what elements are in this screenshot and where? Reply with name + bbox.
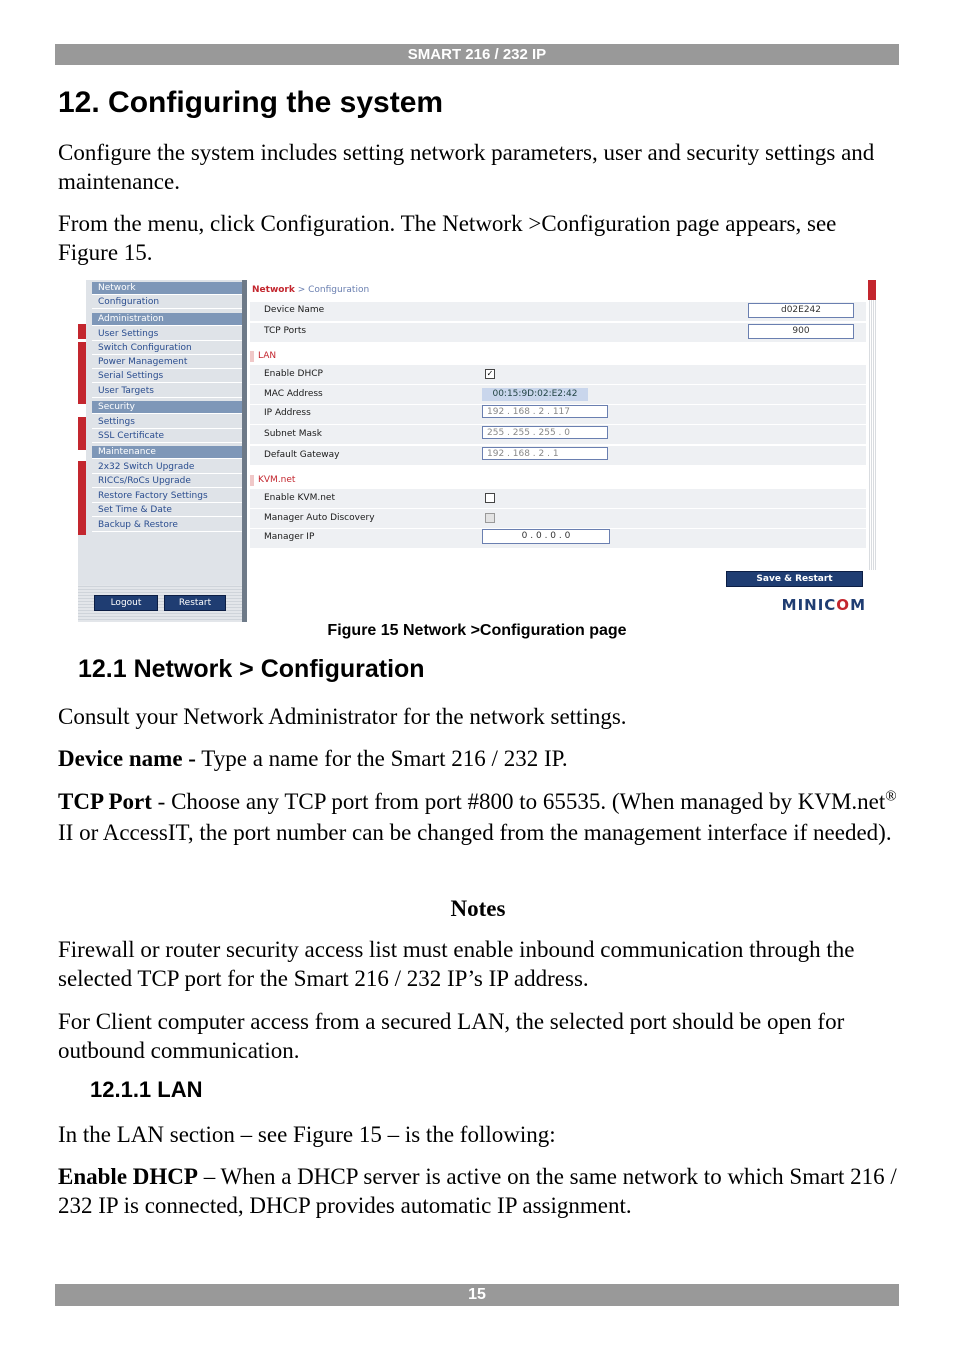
manager-ip-field[interactable]: 0 . 0 . 0 . 0 bbox=[482, 529, 610, 544]
tcp-port-paragraph: TCP Port - Choose any TCP port from port #800 to 65535. (When managed by KVM.net® II or AccessIT, the port number can be changed from the management interface if needed). bbox=[58, 788, 897, 845]
section-heading: 12. Configuring the system bbox=[58, 86, 444, 119]
ip-address-field[interactable]: 192 . 168 . 2 . 117 bbox=[482, 405, 608, 418]
enable-dhcp-checkbox[interactable]: ✓ bbox=[486, 369, 494, 378]
sidebar-item-user-targets[interactable]: User Targets bbox=[92, 385, 242, 398]
sidebar-marker bbox=[78, 417, 86, 450]
dhcp-term: Enable DHCP bbox=[58, 1164, 198, 1189]
notes-title: Notes bbox=[450, 896, 506, 921]
sidebar-item-user-settings[interactable]: User Settings bbox=[92, 328, 242, 341]
logout-button[interactable]: Logout bbox=[94, 595, 158, 611]
subsubsection-heading: 12.1.1 LAN bbox=[90, 1077, 203, 1102]
sidebar-item-power-management[interactable]: Power Management bbox=[92, 356, 242, 369]
device-name-paragraph: Device name - Type a name for the Smart 216 / 232 IP. bbox=[58, 746, 568, 771]
sidebar bbox=[78, 280, 244, 622]
sidebar-item-restore-factory[interactable]: Restore Factory Settings bbox=[92, 490, 242, 503]
tcp-ports-field[interactable]: 900 bbox=[748, 324, 854, 339]
breadcrumb bbox=[252, 285, 369, 295]
kvm-section-title: KVM.net bbox=[258, 475, 296, 485]
sidebar-item-serial-settings[interactable]: Serial Settings bbox=[92, 370, 242, 383]
form-row bbox=[250, 365, 866, 384]
restart-button[interactable]: Restart bbox=[164, 595, 226, 611]
enable-dhcp-label: Enable DHCP bbox=[264, 369, 323, 379]
dhcp-paragraph: Enable DHCP – When a DHCP server is active on the same network to which Smart 216 / 232 IP is connected, DHCP provides automatic IP assignment. bbox=[58, 1164, 897, 1218]
tcp-port-term: TCP Port bbox=[58, 789, 152, 814]
subnet-mask-label: Subnet Mask bbox=[264, 429, 322, 439]
ip-address-label: IP Address bbox=[264, 408, 311, 418]
mac-address-value: 00:15:9D:02:E2:42 bbox=[482, 388, 588, 401]
breadcrumb-section[interactable]: Network bbox=[252, 285, 295, 295]
sidebar-item-riccs-upgrade[interactable]: RICCs/RoCs Upgrade bbox=[92, 475, 242, 488]
sidebar-item-backup-restore[interactable]: Backup & Restore bbox=[92, 519, 242, 532]
breadcrumb-page: Configuration bbox=[308, 285, 370, 295]
sidebar-item-switch-configuration[interactable]: Switch Configuration bbox=[92, 342, 242, 355]
form-row bbox=[250, 489, 866, 508]
sidebar-heading-administration: Administration bbox=[92, 313, 242, 326]
figure-caption: Figure 15 Network >Configuration page bbox=[327, 622, 627, 639]
manager-discovery-checkbox[interactable] bbox=[485, 513, 495, 523]
tcp-ports-label: TCP Ports bbox=[264, 326, 307, 336]
sidebar-divider bbox=[242, 280, 247, 622]
subsection-heading: 12.1 Network > Configuration bbox=[78, 655, 425, 683]
device-name-field[interactable]: d02E242 bbox=[748, 303, 854, 318]
save-restart-button[interactable]: Save & Restart bbox=[726, 571, 863, 587]
page-header: SMART 216 / 232 IP bbox=[55, 44, 899, 65]
figure-screenshot bbox=[78, 280, 876, 622]
manager-ip-label: Manager IP bbox=[264, 532, 315, 542]
scrollbar[interactable] bbox=[868, 280, 876, 570]
subnet-mask-field[interactable]: 255 . 255 . 255 . 0 bbox=[482, 426, 608, 439]
lan-section-title: LAN bbox=[258, 351, 277, 361]
sidebar-item-settings[interactable]: Settings bbox=[92, 416, 242, 429]
page-footer: 15 bbox=[55, 1284, 899, 1306]
panel-footer bbox=[250, 592, 870, 622]
config-panel bbox=[250, 280, 870, 622]
consult-paragraph: Consult your Network Administrator for the network settings. bbox=[58, 704, 627, 729]
sidebar-marker bbox=[78, 342, 86, 404]
device-name-term: Device name - bbox=[58, 746, 196, 771]
enable-kvm-checkbox[interactable] bbox=[485, 493, 495, 503]
device-name-label: Device Name bbox=[264, 305, 325, 315]
note-paragraph-2: For Client computer access from a secured LAN, the selected port should be open for outbound communication. bbox=[58, 1009, 845, 1063]
breadcrumb-separator: > bbox=[294, 285, 309, 295]
sidebar-marker bbox=[78, 324, 86, 339]
enable-kvm-label: Enable KVM.net bbox=[264, 493, 335, 503]
sidebar-item-set-time[interactable]: Set Time & Date bbox=[92, 504, 242, 517]
sidebar-marker bbox=[78, 461, 86, 535]
note-paragraph-1: Firewall or router security access list must enable inbound communication through the selected TCP port for the Smart 216 / 232 IP’s IP address. bbox=[58, 937, 855, 991]
default-gateway-label: Default Gateway bbox=[264, 450, 340, 460]
sidebar-heading-security: Security bbox=[92, 401, 242, 414]
mac-address-label: MAC Address bbox=[264, 389, 323, 399]
default-gateway-field[interactable]: 192 . 168 . 2 . 1 bbox=[482, 447, 608, 460]
sidebar-item-configuration[interactable]: Configuration bbox=[92, 296, 242, 309]
intro-paragraph-2: From the menu, click Configuration. The Network >Configuration page appears, see Figure 15. bbox=[58, 211, 837, 265]
intro-paragraph: Configure the system includes setting network parameters, user and security settings and maintenance. bbox=[58, 140, 875, 194]
sidebar-item-switch-upgrade[interactable]: 2x32 Switch Upgrade bbox=[92, 461, 242, 474]
manager-discovery-label: Manager Auto Discovery bbox=[264, 513, 375, 523]
sidebar-heading-network: Network bbox=[92, 282, 242, 295]
lan-intro-paragraph: In the LAN section – see Figure 15 – is the following: bbox=[58, 1122, 556, 1147]
scrollbar-top[interactable] bbox=[868, 280, 876, 300]
sidebar-heading-maintenance: Maintenance bbox=[92, 446, 242, 459]
sidebar-item-ssl-certificate[interactable]: SSL Certificate bbox=[92, 430, 242, 443]
minicom-logo: MINICOM bbox=[781, 596, 866, 614]
